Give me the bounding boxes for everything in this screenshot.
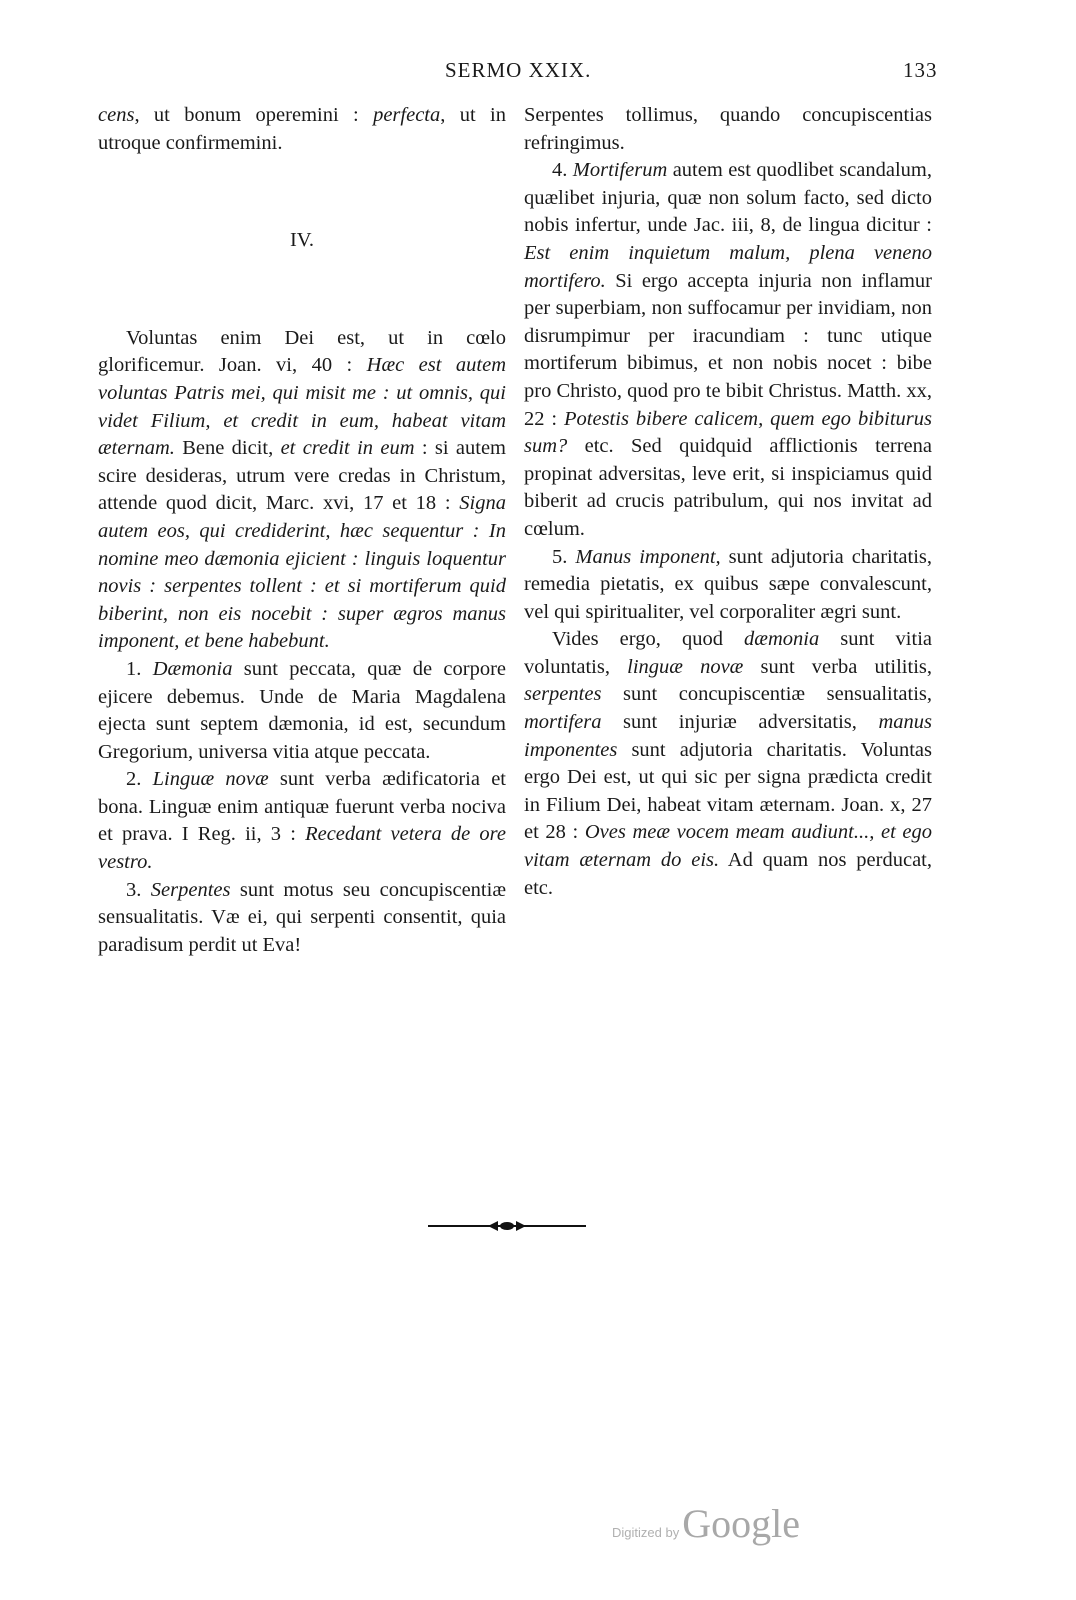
text-run: : si autem scire desideras, utrum vere credas in Christum, attende quod dicit, Marc. xvi, 17 et 18 : — [98, 437, 506, 515]
text-run: Serpentes tollimus, quando concupiscentias refringimus. — [524, 104, 932, 154]
text-run: autem est quodlibet scandalum, quælibet injuria, quæ non solum facto, sed dicto nobis infertur, unde Jac. iii, 8, de lingua dicitur : — [524, 159, 932, 237]
text-run: Ad quam nos perducat, etc. — [524, 849, 932, 899]
italic-run: mortifera — [524, 711, 602, 734]
italic-run: Recedant vetera de ore vestro. — [98, 823, 506, 874]
text-run: sunt motus seu concupiscentiæ sensualitatis. Væ ei, qui serpenti consentit, quia paradisum perdit ut Eva! — [98, 878, 506, 956]
text-run: Si ergo accepta injuria non inflamur per superbiam, non suffocamur per invidiam, non disrumpimur per iracundiam : tunc utique mortiferum bibimus, et non nobis nocet : bibe pro Christo, quod pro te bibit Christus. Matth. xx, 22 : — [524, 269, 932, 430]
italic-run: dæmonia — [744, 628, 820, 651]
text-run: 4. — [552, 159, 573, 182]
italic-run: Signa autem eos, qui crediderint, hæc sequentur : In nomine meo dæmonia ejicient : linguis loquentur novis : serpentes tollent : et si mortiferum quid biberint, non eis nocebit : super ægros manus imponent, et bene habebunt. — [98, 492, 506, 653]
carry-over-text — [98, 102, 506, 157]
italic-run: Serpentes — [150, 878, 231, 901]
text-run: etc. Sed quidquid afflictionis terrena propinat adversitas, leve erit, si inspiciamus quid biberit ad crucis patribulum, qui nos invitat ad cœlum. — [524, 435, 932, 540]
italic-run: perfecta — [373, 104, 441, 126]
text-run: Voluntas enim Dei est, ut in cœlo glorificemur. Joan. vi, 40 : — [98, 326, 506, 377]
running-title: SERMO XXIX. — [445, 58, 592, 82]
right-column — [524, 102, 932, 902]
italic-run: Manus imponent, — [575, 545, 721, 568]
left-column — [98, 102, 506, 959]
digitized-watermark — [612, 1500, 800, 1544]
text-run: 1. — [126, 657, 153, 680]
italic-run: cens — [98, 104, 135, 126]
italic-run: Potestis bibere calicem, quem ego bibiturus sum? — [524, 407, 932, 458]
page-header — [0, 58, 1076, 88]
italic-run: Est enim inquietum malum, plena veneno mortifero. — [524, 241, 932, 292]
text-run: 5. — [552, 545, 576, 568]
digitized-by-text: Digitized by — [612, 1525, 680, 1540]
text-run: , ut in utroque confirmemini. — [98, 104, 506, 154]
italic-run: linguæ novæ — [627, 655, 744, 678]
section-heading: IV. — [289, 229, 315, 252]
text-run: sunt peccata, quæ de corpore ejicere debemus. Unde de Maria Magdalena ejecta sunt septem dæmonia, id est, secundum Gregorium, universa vitia atque peccata. — [98, 657, 506, 763]
italic-run: et credit in eum — [280, 437, 415, 460]
text-run: sunt verba ædificatoria et bona. Linguæ enim antiquæ fuerunt verba nociva et prava. I Reg. ii, 3 : — [98, 768, 507, 846]
paragraph — [524, 102, 932, 157]
text-run: sunt concupiscentiæ sensualitatis, — [601, 683, 932, 706]
italic-run: Mortiferum — [572, 159, 668, 182]
text-run: sunt adjutoria charitatis, remedia pietatis, ex quibus sæpe convalescunt, vel qui spiritualiter, vel corporaliter ægri sunt. — [524, 545, 933, 623]
text-run: Bene dicit, — [174, 437, 281, 460]
text-run: sunt vitia voluntatis, — [524, 628, 932, 678]
italic-run: Oves meæ vocem meam audiunt..., et ego vitam æternam do eis. — [524, 821, 932, 872]
text-run: 2. — [126, 768, 153, 791]
text-run: sunt adjutoria charitatis. Voluntas ergo Dei est, ut qui sic per signa prædicta credit in Filium Dei, habeat vitam æternam. Joan. x, 27 et 28 : — [524, 738, 932, 844]
paragraph — [524, 544, 932, 627]
paragraph — [524, 157, 932, 543]
paragraph — [98, 877, 506, 960]
italic-run: serpentes — [524, 683, 602, 706]
text-run: 3. — [126, 878, 151, 901]
text-run: Vides ergo, quod — [552, 628, 745, 651]
italic-run: Dæmonia — [152, 657, 233, 680]
text-run: sunt verba utilitis, — [743, 655, 932, 678]
italic-run: Linguæ novæ — [152, 768, 269, 791]
page-number: 133 — [903, 58, 938, 82]
paragraph — [524, 626, 932, 902]
paragraph — [98, 656, 506, 766]
italic-run: Hæc est autem voluntas Patris mei, qui misit me : ut omnis, qui videt Filium, et credit in eum, habeat vitam æternam. — [98, 354, 506, 460]
italic-run: manus imponentes — [524, 711, 932, 761]
text-run: sunt injuriæ adversitatis, — [601, 711, 879, 734]
text-run: , ut bonum operemini : — [134, 104, 374, 126]
paragraph — [98, 766, 506, 876]
google-logo: Google — [682, 1501, 800, 1546]
end-ornament — [428, 1216, 586, 1236]
paragraph — [98, 325, 506, 656]
